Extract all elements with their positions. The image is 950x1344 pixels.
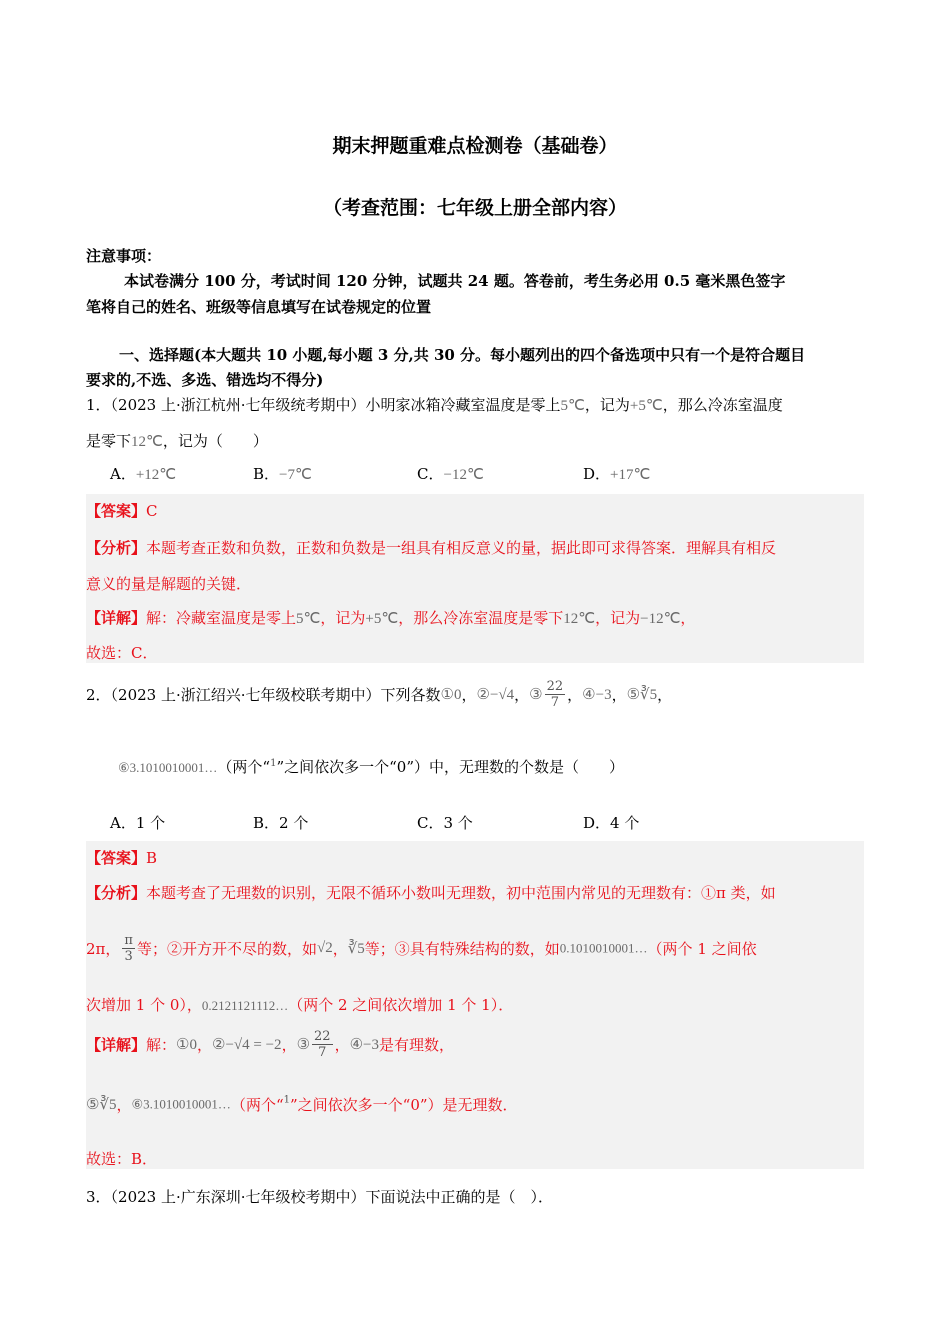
- math-12c: 12℃: [131, 434, 163, 450]
- q2-analysis-line-3: 次增加 1 个 0），0.2121121112…（两个 2 之间依次增加 1 个 1）．: [86, 996, 514, 1014]
- q2-stem-line-2: ⑥3.1010010001…（两个“$^1$”之间依次多一个“0”）中，无理数的个数是（ ）: [118, 758, 625, 776]
- section-heading-line-1: 一、选择题(本大题共 10 小题,每小题 3 分,共 30 分。每小题列出的四个备选项中只有一个是符合题目: [119, 346, 806, 364]
- notice-line-1: 本试卷满分 100 分，考试时间 120 分钟，试题共 24 题。答卷前，考生务必用 0.5 毫米黑色签字: [124, 272, 786, 290]
- math-5c: 5℃: [560, 398, 585, 414]
- section-heading-line-2: 要求的,不选、多选、错选均不得分): [86, 371, 324, 389]
- page-subtitle: （考查范围：七年级上册全部内容）: [322, 197, 627, 219]
- q2-stem-line-1: 2．（2023 上·浙江绍兴·七年级校联考期中）下列各数①0，②−√4，③ $\frac{22}{7}$ ，④−3，⑤∛5，: [86, 679, 673, 710]
- q2-option-c: C．3 个: [417, 814, 473, 832]
- q1-option-a: A．+12℃: [110, 465, 177, 483]
- q2-answer: 【答案】B: [86, 849, 158, 867]
- fraction-pi-3: $\frac{\pi}{3}$: [124, 933, 133, 964]
- q1-analysis-line-2: 意义的量是解题的关键．: [86, 575, 252, 593]
- q1-stem-line-1: 1．（2023 上·浙江杭州·七年级统考期中）小明家冰箱冷藏室温度是零上5℃，记为+5℃，那么冷冻室温度: [86, 396, 783, 414]
- q1-option-c: C．−12℃: [417, 465, 484, 483]
- q1-option-b: B．−7℃: [253, 465, 312, 483]
- math-plus-5c: +5℃: [629, 398, 663, 414]
- q3-stem: 3．（2023 上·广东深圳·七年级校考期中）下面说法中正确的是（ ）．: [86, 1188, 554, 1206]
- q1-detail: 【详解】解：冷藏室温度是零上5℃，记为+5℃，那么冷冻室温度是零下12℃，记为−12℃，: [86, 609, 696, 627]
- notice-heading: 注意事项：: [86, 247, 162, 265]
- q1-analysis-line-1: 【分析】本题考查正数和负数，正数和负数是一组具有相反意义的量，据此即可求得答案．理解具有相反: [86, 539, 777, 557]
- q1-stem-line-2: 是零下12℃，记为（ ）: [86, 432, 268, 450]
- q2-option-b: B．2 个: [253, 814, 309, 832]
- q2-option-d: D．4 个: [583, 814, 640, 832]
- notice-line-2: 笔将自己的姓名、班级等信息填写在试卷规定的位置: [86, 298, 432, 316]
- fraction-22-7-detail: $\frac{22}{7}$: [314, 1029, 331, 1060]
- q2-choice: 故选：B．: [86, 1150, 158, 1168]
- q2-analysis-line-2: 2π， $\frac{\pi}{3}$ 等；②开方开不尽的数，如√2，∛5等；③具有特殊结构的数，如0.1010010001…（两个 1 之间依: [86, 933, 757, 964]
- page-title: 期末押题重难点检测卷（基础卷）: [332, 135, 618, 157]
- q2-detail-line-1: 【详解】解：①0，②−√4 = −2，③ $\frac{22}{7}$ ，④−3是有理数，: [86, 1029, 455, 1060]
- q2-analysis-line-1: 【分析】本题考查了无理数的识别，无限不循环小数叫无理数，初中范围内常见的无理数有：①π 类，如: [86, 884, 776, 902]
- q1-choice: 故选：C．: [86, 644, 158, 662]
- q1-option-d: D．+17℃: [583, 465, 651, 483]
- fraction-22-7: $\frac{22}{7}$: [546, 679, 564, 710]
- q2-option-a: A．1 个: [110, 814, 166, 832]
- q2-detail-line-2: ⑤∛5，⑥3.1010010001…（两个“$^1$”之间依次多一个“0”）是无理数．: [86, 1094, 518, 1114]
- q1-answer: 【答案】C: [86, 502, 158, 520]
